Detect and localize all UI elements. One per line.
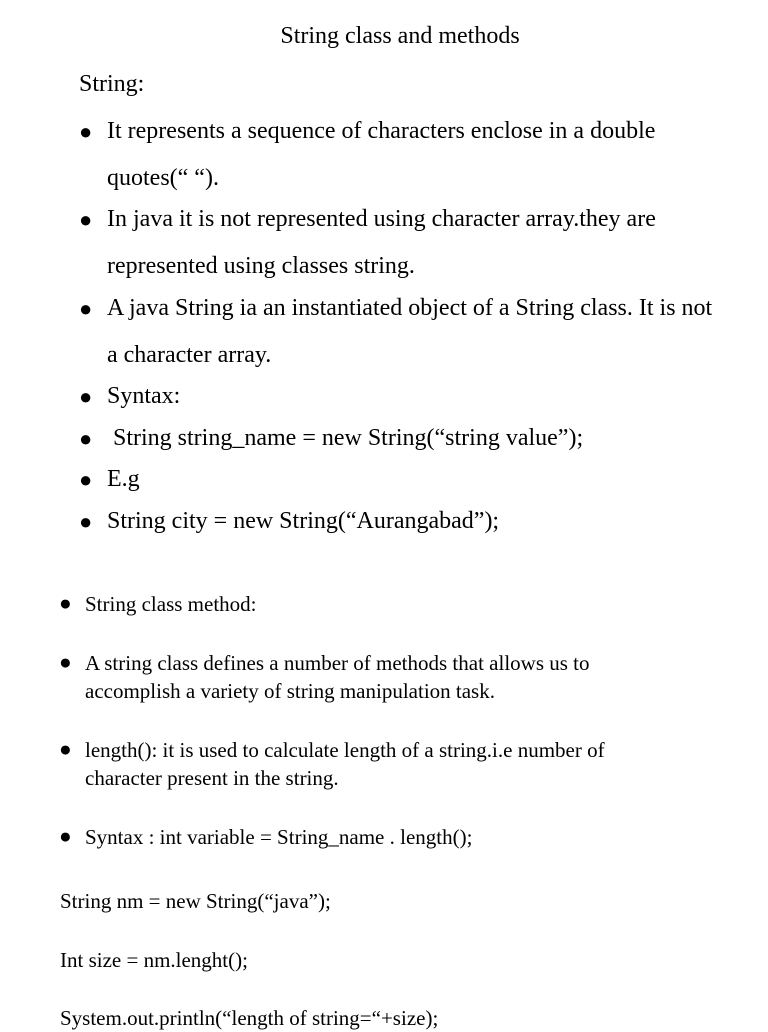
- list-item: [0, 108, 717, 202]
- list-item-text: A java String ia an instantiated object of a String class. It is not a character array.: [107, 294, 713, 368]
- list-item-text: It represents a sequence of characters enclose in a double quotes(“ “).: [107, 117, 656, 191]
- string-methods-list: [0, 590, 768, 882]
- bullet-icon: ●: [59, 824, 72, 848]
- list-item: [0, 285, 717, 379]
- list-item: [0, 498, 717, 545]
- list-item-text: String string_name = new String(“string value”);: [107, 424, 584, 451]
- bullet-icon: ●: [79, 508, 93, 534]
- list-item: [0, 649, 675, 705]
- bullet-icon: ●: [79, 384, 93, 409]
- bullet-icon: ●: [59, 737, 72, 761]
- list-item: [0, 373, 717, 420]
- list-item-text: length(): it is used to calculate length of a string.i.e number of character present in the string.: [85, 738, 605, 790]
- code-line: System.out.println(“length of string=“+size);: [60, 1006, 439, 1030]
- list-item: [0, 196, 717, 290]
- list-item-text: Syntax:: [107, 383, 181, 409]
- list-item-text: In java it is not represented using character array.they are represented using classes string.: [107, 206, 656, 279]
- bullet-icon: ●: [79, 118, 93, 144]
- section-heading: String:: [79, 71, 145, 97]
- string-description-list: [0, 113, 768, 539]
- code-line: Int size = nm.lenght();: [60, 948, 248, 972]
- bullet-icon: ●: [59, 591, 72, 615]
- bullet-icon: ●: [79, 207, 93, 232]
- list-item-text: E.g: [107, 466, 140, 492]
- list-item-text: Syntax : int variable = String_name . length();: [85, 825, 473, 849]
- list-item: [0, 736, 675, 792]
- bullet-icon: ●: [79, 467, 93, 492]
- list-item-text: String city = new String(“Aurangabad”);: [107, 507, 500, 534]
- bullet-icon: ●: [79, 425, 93, 451]
- page-title: String class and methods: [280, 23, 520, 49]
- list-item: [0, 415, 717, 462]
- list-item-text: A string class defines a number of methods that allows us to accomplish a variety of string manipulation task.: [85, 651, 590, 703]
- list-item-text: String class method:: [85, 592, 257, 616]
- code-line: String nm = new String(“java”);: [60, 889, 331, 913]
- bullet-icon: ●: [59, 650, 72, 674]
- list-item: [0, 823, 675, 851]
- bullet-icon: ●: [79, 295, 93, 321]
- list-item: [0, 590, 675, 618]
- list-item: [0, 456, 717, 503]
